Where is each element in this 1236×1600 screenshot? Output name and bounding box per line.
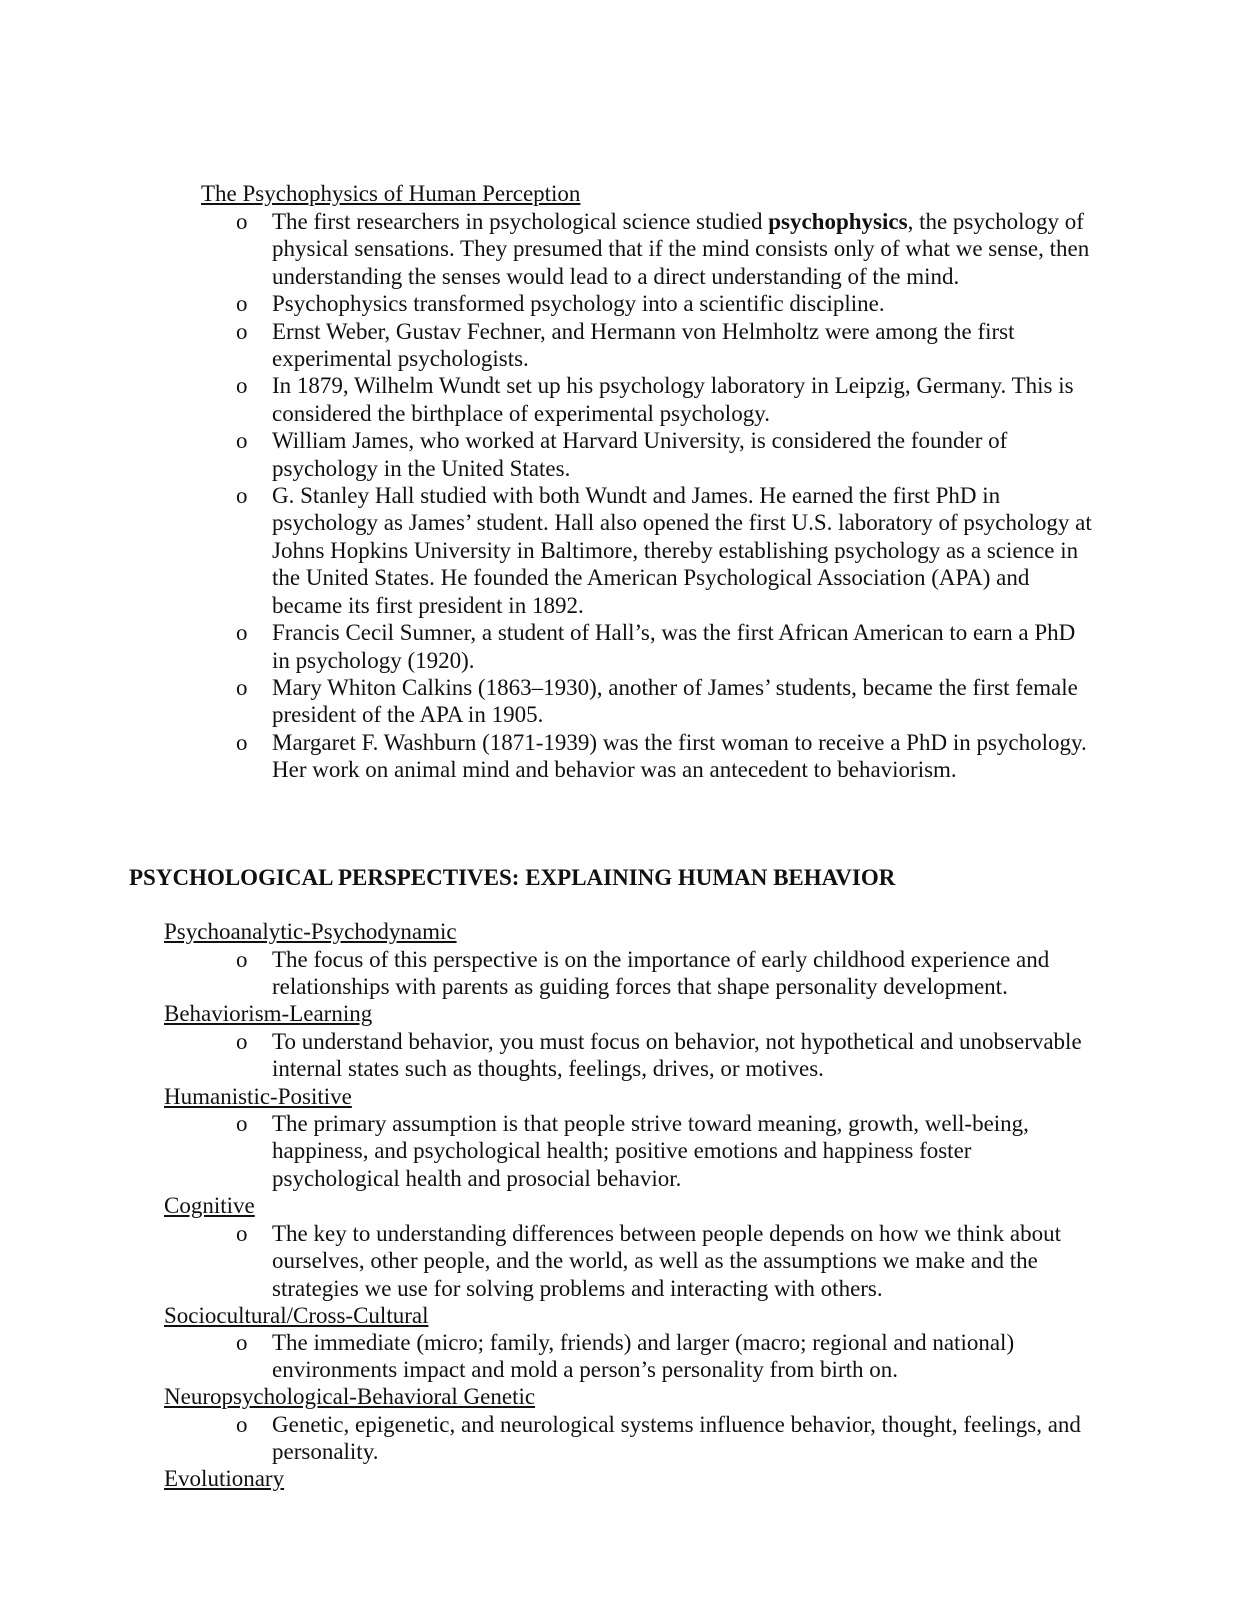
bullet-icon: o: [236, 1029, 248, 1054]
list-item-text: The primary assumption is that people strive toward meaning, growth, well-being, happiness, and psychological health; positive emotions and happiness foster psychological health and prosocial behavior.: [272, 1111, 1029, 1191]
perspective-title: Behaviorism-Learning: [164, 1001, 373, 1026]
perspective-list: [0, 1028, 1236, 1083]
list-item: [0, 1329, 1236, 1384]
bold-term: psychophysics: [768, 209, 908, 234]
list-item: [0, 1110, 1236, 1192]
perspective-title: Cognitive: [164, 1193, 255, 1218]
list-item-text: Mary Whiton Calkins (1863–1930), another of James’ students, became the first female president of the APA in 1905.: [272, 674, 1078, 728]
perspective-list: [0, 1329, 1236, 1384]
list-item: [0, 208, 1236, 290]
perspective-list: [0, 1411, 1236, 1466]
bullet-icon: o: [236, 729, 248, 755]
perspective-list: [0, 1110, 1236, 1192]
bullet-icon: o: [236, 1221, 248, 1246]
psychophysics-heading: The Psychophysics of Human Perception: [201, 181, 581, 206]
bullet-icon: o: [236, 1330, 248, 1355]
list-item: [0, 674, 1236, 729]
list-item-text: The first researchers in psychological science studied psychophysics, the psychology of physical sensations. They presumed that if the mind consists only of what we sense, then understanding the senses would lead to a direct understanding of the mind.: [272, 209, 1090, 289]
list-item-text: Ernst Weber, Gustav Fechner, and Hermann von Helmholtz were among the first experimental psychologists.: [272, 318, 1015, 372]
bullet-icon: o: [236, 947, 248, 972]
history-list: [0, 208, 1236, 784]
list-item: [0, 946, 1236, 1001]
list-item-text: William James, who worked at Harvard University, is considered the founder of psychology in the United States.: [272, 428, 1008, 481]
list-item: [0, 318, 1236, 373]
perspective-list: [0, 1220, 1236, 1302]
list-item: [0, 1411, 1236, 1466]
bullet-icon: o: [236, 674, 248, 700]
list-item-text: Genetic, epigenetic, and neurological systems influence behavior, thought, feelings, and personality.: [272, 1412, 1081, 1465]
bullet-icon: o: [236, 483, 248, 509]
bullet-icon: o: [236, 291, 248, 317]
perspective-list: [0, 946, 1236, 1001]
list-item: [0, 729, 1236, 784]
perspective-title: Neuropsychological-Behavioral Genetic: [164, 1384, 536, 1409]
bullet-icon: o: [236, 1111, 248, 1136]
list-item: [0, 1220, 1236, 1302]
perspective-title: Humanistic-Positive: [164, 1084, 352, 1109]
list-item-text: Francis Cecil Sumner, a student of Hall’s, was the first African American to earn a PhD in psychology (1920).: [272, 620, 1076, 673]
list-item-text: Psychophysics transformed psychology into a scientific discipline.: [272, 291, 885, 317]
list-item: [0, 290, 1236, 317]
perspective-title: Sociocultural/Cross-Cultural: [164, 1303, 429, 1328]
list-item: [0, 482, 1236, 619]
bullet-icon: o: [236, 620, 248, 646]
list-item-text: The key to understanding differences between people depends on how we think about ourselves, other people, and the world, as well as the assumptions we make and the strategies we use for solving problems and interacting with others.: [272, 1221, 1062, 1301]
list-item: [0, 619, 1236, 674]
bullet-icon: o: [236, 373, 248, 399]
list-item: [0, 372, 1236, 427]
list-item-text: Margaret F. Washburn (1871-1939) was the first woman to receive a PhD in psychology. Her work on animal mind and behavior was an antecedent to behaviorism.: [272, 729, 1087, 783]
list-item-text: In 1879, Wilhelm Wundt set up his psychology laboratory in Leipzig, Germany. This is considered the birthplace of experimental psychology.: [272, 373, 1074, 426]
perspective-title: Psychoanalytic-Psychodynamic: [164, 919, 457, 944]
bullet-icon: o: [236, 1412, 248, 1437]
list-item-text: The focus of this perspective is on the importance of early childhood experience and relationships with parents as guiding forces that shape personality development.: [272, 947, 1050, 1000]
bullet-icon: o: [236, 428, 248, 454]
list-item-text: The immediate (micro; family, friends) and larger (macro; regional and national) environments impact and mold a person’s personality from birth on.: [272, 1330, 1015, 1383]
list-item-text: G. Stanley Hall studied with both Wundt and James. He earned the first PhD in psychology as James’ student. Hall also opened the first U.S. laboratory of psychology at Johns Hopkins University in Baltimore, thereby establishing psychology as a science in the United States. He founded the American Psychological Association (APA) and became its first president in 1892.: [272, 483, 1092, 618]
bullet-icon: o: [236, 209, 248, 234]
list-item: [0, 1028, 1236, 1083]
list-item-text: To understand behavior, you must focus on behavior, not hypothetical and unobservable internal states such as thoughts, feelings, drives, or motives.: [272, 1029, 1082, 1082]
list-item: [0, 427, 1236, 482]
perspective-title: Evolutionary: [164, 1466, 285, 1491]
bullet-icon: o: [236, 318, 248, 344]
section-heading: PSYCHOLOGICAL PERSPECTIVES: EXPLAINING HUMAN BEHAVIOR: [129, 865, 896, 890]
